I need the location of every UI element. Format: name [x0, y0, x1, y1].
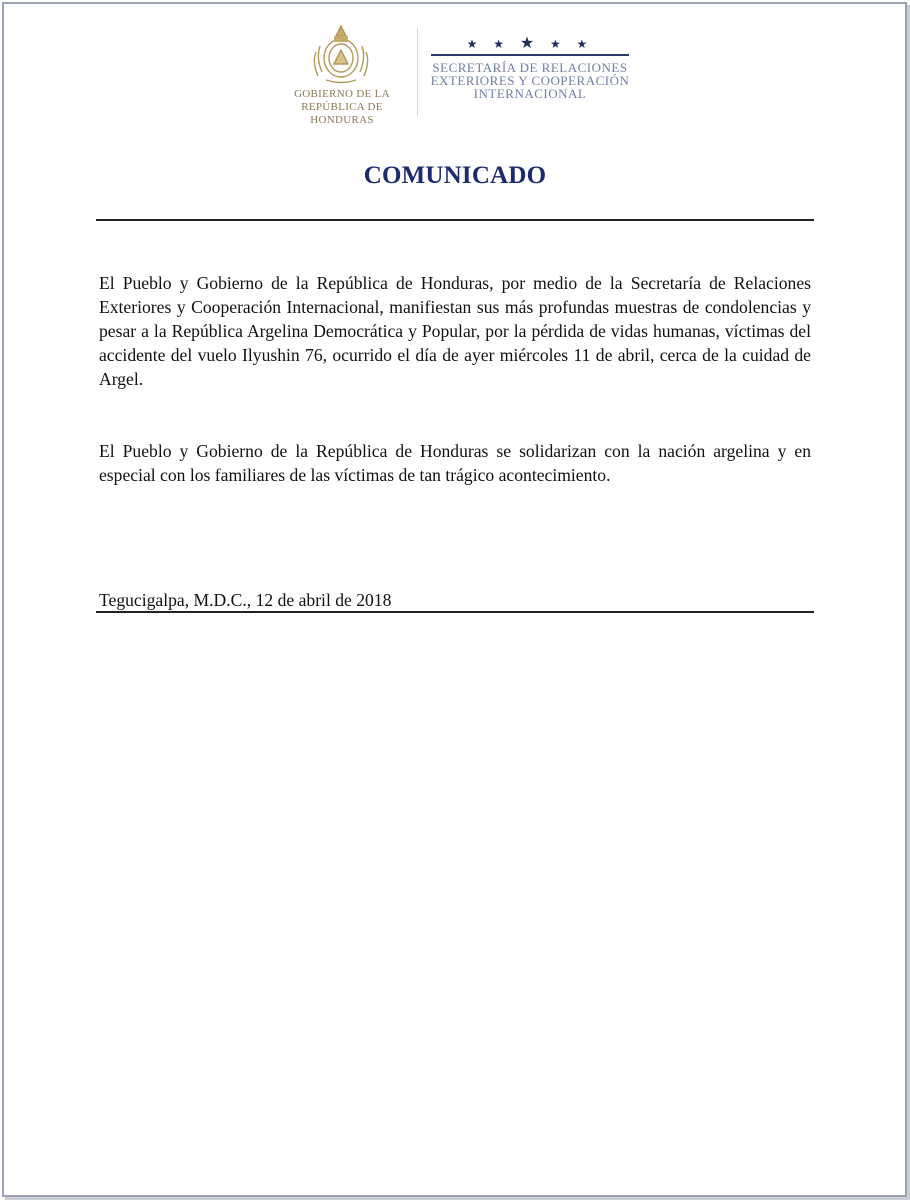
ministry-name-line: SECRETARÍA DE RELACIONES	[432, 60, 628, 75]
ministry-name-line: EXTERIORES Y COOPERACIÓN	[430, 73, 630, 88]
place-and-date: Tegucigalpa, M.D.C., 12 de abril de 2018	[99, 590, 392, 610]
government-name-line: GOBIERNO DE LA	[294, 88, 390, 100]
ministry-name	[425, 61, 635, 100]
coat-of-arms-icon	[310, 22, 372, 86]
signoff-rule	[96, 611, 814, 613]
body-paragraph: El Pueblo y Gobierno de la República de Honduras se solidarizan con la nación argelina y en especial con los familiares de las víctimas de tan trágico acontecimiento.	[99, 441, 811, 485]
government-name-line: REPÚBLICA DE HONDURAS	[301, 101, 383, 126]
stars-icon: ★ ★ ★ ★ ★	[466, 33, 594, 52]
body-paragraph: El Pueblo y Gobierno de la República de Honduras, por medio de la Secretaría de Relaciones Exteriores y Cooperación Internacional, manifiestan sus más profundas muestras de condolencias y pesar a la República Argelina Democrática y Popular, por la pérdida de vidas humanas, víctimas del accidente del vuelo Ilyushin 76, ocurrido el día de ayer miércoles 11 de abril, cerca de la cuidad de Argel.	[99, 273, 811, 389]
ministry-name-line: INTERNACIONAL	[473, 86, 587, 101]
government-name	[272, 88, 412, 127]
ministry-logo	[425, 33, 635, 116]
title-rule	[96, 219, 814, 221]
document-title: COMUNICADO	[363, 162, 547, 189]
government-logo	[272, 22, 412, 126]
ministry-logo-rule	[431, 54, 629, 56]
logo-divider	[417, 28, 418, 116]
